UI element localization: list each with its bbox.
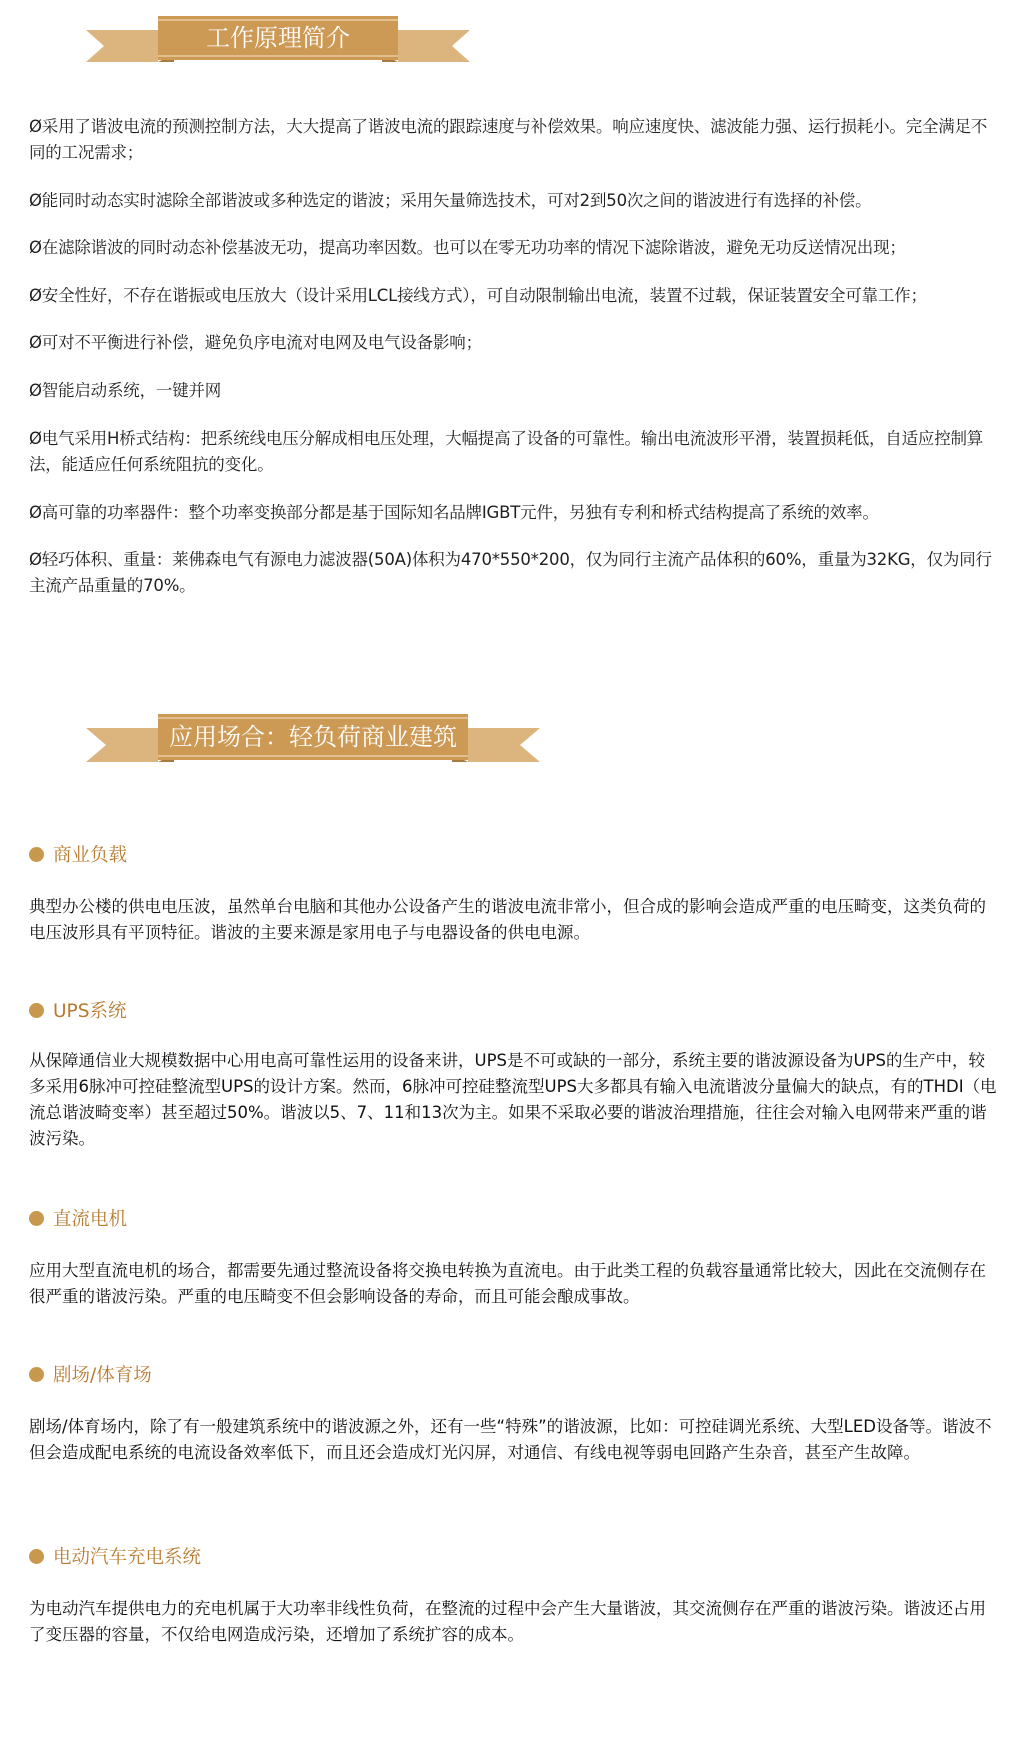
bullet-dot-icon <box>29 1003 44 1018</box>
item-description: 从保障通信业大规模数据中心用电高可靠性运用的设备来讲，UPS是不可或缺的一部分，系统主要的谐波源设备为UPS的生产中，较多采用6脉冲可控硅整流型UPS的设计方案。然而，6脉冲可控硅整流型UPS大多都具有输入电流谐波分量偏大的缺点，有的THDI（电流总谐波畸变率）甚至超过50%。谐波以5、7、11和13次为主。如果不采取必要的谐波治理措施，往往会对输入电网带来严重的谐波污染。 <box>29 1051 997 1148</box>
principle-point: Ø轻巧体积、重量：莱佛森电气有源电力滤波器(50A)体积为470*550*200，仅为同行主流产品体积的60%，重量为32KG，仅为同行主流产品重量的70%。 <box>29 550 992 595</box>
item-heading-label: UPS系统 <box>53 1001 127 1022</box>
bullet-dot-icon <box>29 1549 44 1564</box>
item-heading <box>29 841 127 867</box>
bullet-dot-icon <box>29 847 44 862</box>
principle-point: Ø高可靠的功率器件：整个功率变换部分都是基于国际知名品牌IGBT元件，另独有专利和桥式结构提高了系统的效率。 <box>29 503 879 522</box>
principle-point: Ø可对不平衡进行补偿，避免负序电流对电网及电气设备影响； <box>29 333 482 352</box>
bullet-dot-icon <box>29 1367 44 1382</box>
section1-title: 工作原理简介 <box>206 24 350 52</box>
item-description: 应用大型直流电机的场合，都需要先通过整流设备将交换电转换为直流电。由于此类工程的负载容量通常比较大，因此在交流侧存在很严重的谐波污染。严重的电压畸变不但会影响设备的寿命，而且可能会酿成事故。 <box>29 1261 986 1306</box>
principle-point: Ø电气采用H桥式结构：把系统线电压分解成相电压处理，大幅提高了设备的可靠性。输出电流波形平滑，装置损耗低，自适应控制算法，能适应任何系统阻抗的变化。 <box>29 429 984 474</box>
section1-banner <box>86 12 470 68</box>
item-heading <box>29 1361 152 1387</box>
item-description: 剧场/体育场内，除了有一般建筑系统中的谐波源之外，还有一些“特殊”的谐波源，比如：可控硅调光系统、大型LED设备等。谐波不但会造成配电系统的电流设备效率低下，而且还会造成灯光闪屏，对通信、有线电视等弱电回路产生杂音，甚至产生故障。 <box>29 1417 992 1462</box>
section2-banner <box>86 710 540 768</box>
item-heading-label: 直流电机 <box>53 1209 128 1230</box>
principle-point: Ø智能启动系统，一键并网 <box>29 381 222 400</box>
item-description: 为电动汽车提供电力的充电机属于大功率非线性负荷，在整流的过程中会产生大量谐波，其交流侧存在严重的谐波污染。谐波还占用了变压器的容量，不仅给电网造成污染，还增加了系统扩容的成本。 <box>29 1599 986 1644</box>
item-heading <box>29 997 126 1023</box>
section2-title: 应用场合：轻负荷商业建筑 <box>169 723 457 751</box>
item-description: 典型办公楼的供电电压波，虽然单台电脑和其他办公设备产生的谐波电流非常小，但合成的影响会造成严重的电压畸变，这类负荷的电压波形具有平顶特征。谐波的主要来源是家用电子与电器设备的供电电源。 <box>29 897 986 942</box>
item-heading-label: 剧场/体育场 <box>53 1365 152 1386</box>
item-heading-label: 商业负载 <box>53 845 128 866</box>
item-heading <box>29 1543 201 1569</box>
principle-point: Ø安全性好，不存在谐振或电压放大（设计采用LCL接线方式），可自动限制输出电流，装置不过载，保证装置安全可靠工作； <box>29 286 927 305</box>
principle-point: Ø在滤除谐波的同时动态补偿基波无功，提高功率因数。也可以在零无功功率的情况下滤除谐波，避免无功反送情况出现； <box>29 238 906 257</box>
principle-point: Ø采用了谐波电流的预测控制方法，大大提高了谐波电流的跟踪速度与补偿效果。响应速度快、滤波能力强、运行损耗小。完全满足不同的工况需求； <box>29 117 988 162</box>
item-heading-label: 电动汽车充电系统 <box>53 1547 202 1568</box>
item-heading <box>29 1205 127 1231</box>
bullet-dot-icon <box>29 1211 44 1226</box>
principle-point: Ø能同时动态实时滤除全部谐波或多种选定的谐波；采用矢量筛选技术，可对2到50次之间的谐波进行有选择的补偿。 <box>29 191 872 210</box>
